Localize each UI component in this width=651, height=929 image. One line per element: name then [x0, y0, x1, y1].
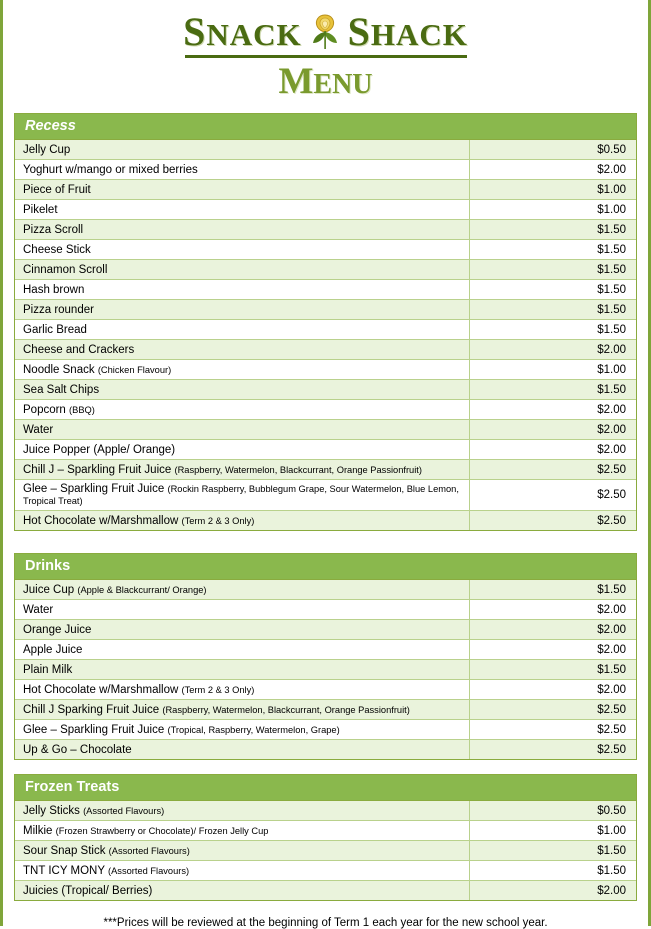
table-row	[15, 841, 636, 861]
item-price: $2.00	[470, 400, 637, 420]
menu-subtitle	[14, 60, 637, 103]
item-price: $1.50	[470, 240, 637, 260]
table-row	[15, 620, 636, 640]
table-row	[15, 440, 636, 460]
table-row	[15, 640, 636, 660]
item-price: $1.50	[470, 841, 637, 861]
item-name: Juicies (Tropical/ Berries)	[15, 881, 470, 901]
item-price: $2.00	[470, 600, 637, 620]
table-row	[15, 340, 636, 360]
item-name: Piece of Fruit	[15, 180, 470, 200]
table-row	[15, 881, 636, 901]
title-snack-rest: NACK	[206, 17, 302, 52]
item-price: $1.00	[470, 821, 637, 841]
item-note: (Assorted Flavours)	[108, 865, 190, 876]
table-row	[15, 380, 636, 400]
item-price: $2.00	[470, 680, 637, 700]
item-name: Popcorn (BBQ)	[15, 400, 470, 420]
table-row	[15, 300, 636, 320]
item-note: (Rockin Raspberry, Bubblegum Grape, Sour Watermelon, Blue Lemon, Tropical Treat)	[23, 484, 459, 506]
item-price: $2.50	[470, 460, 637, 480]
price-review-note: ***Prices will be reviewed at the beginning of Term 1 each year for the new school year.	[103, 917, 548, 929]
table-row	[15, 280, 636, 300]
page-header	[14, 0, 637, 103]
item-name: Orange Juice	[15, 620, 470, 640]
title-underline	[185, 55, 467, 58]
section-recess	[14, 113, 637, 531]
item-name: Glee – Sparkling Fruit Juice (Tropical, Raspberry, Watermelon, Grape)	[15, 720, 470, 740]
table-row	[15, 240, 636, 260]
table-row	[15, 511, 636, 531]
item-name: Hot Chocolate w/Marshmallow (Term 2 & 3 Only)	[15, 680, 470, 700]
item-name: TNT ICY MONY (Assorted Flavours)	[15, 861, 470, 881]
table-row	[15, 180, 636, 200]
table-drinks	[15, 580, 636, 759]
table-row	[15, 420, 636, 440]
table-row	[15, 580, 636, 600]
item-name: Noodle Snack (Chicken Flavour)	[15, 360, 470, 380]
table-row	[15, 861, 636, 881]
title-shack-cap: S	[347, 9, 371, 54]
title-shack-rest: HACK	[370, 17, 468, 52]
item-name: Cheese Stick	[15, 240, 470, 260]
section-heading-recess: Recess	[15, 114, 636, 140]
title-word-shack	[348, 8, 468, 55]
item-name: Glee – Sparkling Fruit Juice (Rockin Raspberry, Bubblegum Grape, Sour Watermelon, Blue Lemon, Tropical Treat)	[15, 480, 470, 511]
item-price: $0.50	[470, 140, 637, 160]
table-row	[15, 160, 636, 180]
section-frozen-treats	[14, 774, 637, 901]
item-note: (Raspberry, Watermelon, Blackcurrant, Orange Passionfruit)	[162, 704, 410, 715]
section-heading-drinks: Drinks	[15, 554, 636, 580]
item-name: Garlic Bread	[15, 320, 470, 340]
item-note: (Term 2 & 3 Only)	[181, 684, 255, 695]
item-note: (Chicken Flavour)	[97, 364, 172, 375]
item-note: (Tropical, Raspberry, Watermelon, Grape)	[167, 724, 340, 735]
item-note: (BBQ)	[69, 404, 95, 415]
item-name: Sea Salt Chips	[15, 380, 470, 400]
item-note: (Assorted Flavours)	[83, 805, 165, 816]
item-name: Hash brown	[15, 280, 470, 300]
item-name: Water	[15, 420, 470, 440]
item-price: $1.50	[470, 260, 637, 280]
item-name: Jelly Sticks (Assorted Flavours)	[15, 801, 470, 821]
item-note: (Apple & Blackcurrant/ Orange)	[77, 584, 207, 595]
section-heading-frozen-treats: Frozen Treats	[15, 775, 636, 801]
table-row	[15, 140, 636, 160]
item-price: $2.00	[470, 340, 637, 360]
section-drinks	[14, 553, 637, 760]
table-row	[15, 660, 636, 680]
item-name: Chill J Sparking Fruit Juice (Raspberry, Watermelon, Blackcurrant, Orange Passionfruit)	[15, 700, 470, 720]
item-name: Pizza Scroll	[15, 220, 470, 240]
page-title	[14, 8, 637, 55]
table-row	[15, 460, 636, 480]
table-row	[15, 720, 636, 740]
table-row	[15, 680, 636, 700]
item-name: Juice Popper (Apple/ Orange)	[15, 440, 470, 460]
item-price: $1.50	[470, 300, 637, 320]
item-price: $2.00	[470, 640, 637, 660]
table-row	[15, 600, 636, 620]
item-price: $1.50	[470, 320, 637, 340]
item-price: $2.50	[470, 700, 637, 720]
table-row	[15, 480, 636, 511]
item-price: $2.50	[470, 740, 637, 760]
item-price: $1.50	[470, 660, 637, 680]
item-name: Water	[15, 600, 470, 620]
title-word-snack	[183, 8, 302, 55]
item-name: Pizza rounder	[15, 300, 470, 320]
table-row	[15, 320, 636, 340]
item-note: (Frozen Strawberry or Chocolate)/ Frozen Jelly Cup	[55, 825, 269, 836]
item-name: Plain Milk	[15, 660, 470, 680]
item-note: (Term 2 & 3 Only)	[181, 515, 255, 526]
item-price: $1.50	[470, 580, 637, 600]
item-price: $2.00	[470, 420, 637, 440]
table-row	[15, 400, 636, 420]
item-name: Pikelet	[15, 200, 470, 220]
table-frozen-treats	[15, 801, 636, 900]
item-name: Milkie (Frozen Strawberry or Chocolate)/ Frozen Jelly Cup	[15, 821, 470, 841]
item-note: (Raspberry, Watermelon, Blackcurrant, Orange Passionfruit)	[174, 464, 422, 475]
item-price: $1.00	[470, 360, 637, 380]
table-row	[15, 360, 636, 380]
table-row	[15, 260, 636, 280]
rose-flower-icon	[308, 12, 342, 52]
item-note: (Assorted Flavours)	[108, 845, 190, 856]
item-name: Jelly Cup	[15, 140, 470, 160]
item-price: $1.50	[470, 220, 637, 240]
title-snack-cap: S	[183, 9, 207, 54]
item-price: $1.50	[470, 280, 637, 300]
item-name: Sour Snap Stick (Assorted Flavours)	[15, 841, 470, 861]
table-row	[15, 200, 636, 220]
menu-cap: M	[278, 61, 314, 102]
item-name: Yoghurt w/mango or mixed berries	[15, 160, 470, 180]
item-price: $2.00	[470, 160, 637, 180]
item-price: $1.00	[470, 200, 637, 220]
table-row	[15, 801, 636, 821]
item-name: Cinnamon Scroll	[15, 260, 470, 280]
table-row	[15, 821, 636, 841]
item-price: $1.00	[470, 180, 637, 200]
item-name: Apple Juice	[15, 640, 470, 660]
table-row	[15, 220, 636, 240]
table-recess	[15, 140, 636, 530]
item-price: $2.50	[470, 720, 637, 740]
item-price: $2.50	[470, 511, 637, 531]
item-name: Chill J – Sparkling Fruit Juice (Raspberry, Watermelon, Blackcurrant, Orange Passionfruit)	[15, 460, 470, 480]
item-name: Cheese and Crackers	[15, 340, 470, 360]
item-price: $1.50	[470, 380, 637, 400]
table-row	[15, 740, 636, 760]
item-name: Up & Go – Chocolate	[15, 740, 470, 760]
item-price: $1.50	[470, 861, 637, 881]
item-price: $2.00	[470, 881, 637, 901]
item-price: $2.00	[470, 620, 637, 640]
item-price: $2.00	[470, 440, 637, 460]
table-row	[15, 700, 636, 720]
menu-rest: ENU	[313, 69, 373, 100]
item-price: $2.50	[470, 480, 637, 511]
item-name: Juice Cup (Apple & Blackcurrant/ Orange)	[15, 580, 470, 600]
item-price: $0.50	[470, 801, 637, 821]
item-name: Hot Chocolate w/Marshmallow (Term 2 & 3 Only)	[15, 511, 470, 531]
